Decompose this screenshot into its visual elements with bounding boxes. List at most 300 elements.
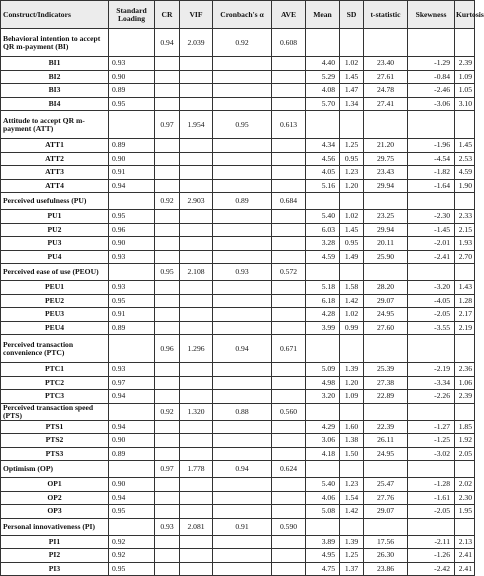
indicator-kurtosis: 1.93	[455, 237, 475, 251]
construct-name: Personal innovativeness (PI)	[1, 518, 109, 535]
construct-empty-cell	[340, 335, 364, 363]
indicator-t-statistic: 29.07	[364, 505, 408, 519]
indicator-empty-cell	[272, 139, 306, 153]
header-skewness: Skewness	[408, 1, 455, 29]
indicator-loading: 0.92	[109, 549, 155, 563]
indicator-row	[1, 478, 475, 492]
construct-name: Attitude to accept QR m-payment (ATT)	[1, 111, 109, 139]
indicator-name: ATT2	[1, 152, 109, 166]
construct-ave: 0.608	[272, 29, 306, 57]
indicator-empty-cell	[155, 179, 180, 193]
indicator-sd: 1.34	[340, 97, 364, 111]
indicator-empty-cell	[213, 376, 272, 390]
indicator-empty-cell	[213, 97, 272, 111]
indicator-kurtosis: 2.30	[455, 491, 475, 505]
indicator-mean: 3.99	[306, 321, 340, 335]
indicator-empty-cell	[155, 97, 180, 111]
indicator-empty-cell	[213, 505, 272, 519]
indicator-skewness: -3.55	[408, 321, 455, 335]
construct-alpha: 0.93	[213, 264, 272, 281]
construct-loading-empty	[109, 193, 155, 210]
indicator-skewness: -2.05	[408, 308, 455, 322]
indicator-sd: 1.45	[340, 223, 364, 237]
construct-empty-cell	[455, 29, 475, 57]
construct-cr: 0.95	[155, 264, 180, 281]
construct-empty-cell	[306, 193, 340, 210]
indicator-skewness: -3.02	[408, 447, 455, 461]
indicator-mean: 4.06	[306, 491, 340, 505]
construct-alpha: 0.94	[213, 461, 272, 478]
construct-row	[1, 29, 475, 57]
indicator-sd: 1.45	[340, 70, 364, 84]
construct-empty-cell	[408, 264, 455, 281]
indicator-loading: 0.94	[109, 390, 155, 404]
construct-empty-cell	[340, 29, 364, 57]
construct-row	[1, 193, 475, 210]
indicator-row	[1, 237, 475, 251]
indicator-kurtosis: 1.95	[455, 505, 475, 519]
indicator-skewness: -1.28	[408, 478, 455, 492]
indicator-t-statistic: 23.25	[364, 210, 408, 224]
indicator-empty-cell	[272, 281, 306, 295]
indicator-skewness: -1.27	[408, 420, 455, 434]
indicator-name: ATT3	[1, 166, 109, 180]
construct-name: Behavioral intention to accept QR m-payment (BI)	[1, 29, 109, 57]
indicator-sd: 1.25	[340, 139, 364, 153]
indicator-sd: 1.09	[340, 390, 364, 404]
construct-ave: 0.624	[272, 461, 306, 478]
indicator-empty-cell	[155, 57, 180, 71]
indicator-skewness: -0.84	[408, 70, 455, 84]
construct-loading-empty	[109, 403, 155, 420]
construct-empty-cell	[340, 111, 364, 139]
construct-alpha: 0.91	[213, 518, 272, 535]
indicator-name: PEU2	[1, 294, 109, 308]
indicator-row	[1, 549, 475, 563]
construct-empty-cell	[455, 461, 475, 478]
indicator-empty-cell	[213, 179, 272, 193]
indicator-empty-cell	[272, 491, 306, 505]
construct-vif: 1.320	[180, 403, 213, 420]
indicator-row	[1, 491, 475, 505]
construct-empty-cell	[408, 518, 455, 535]
indicator-name: PTS2	[1, 434, 109, 448]
indicator-empty-cell	[180, 562, 213, 576]
indicator-empty-cell	[180, 363, 213, 377]
indicator-empty-cell	[213, 321, 272, 335]
indicator-loading: 0.94	[109, 420, 155, 434]
indicator-empty-cell	[155, 434, 180, 448]
indicator-t-statistic: 17.56	[364, 535, 408, 549]
indicator-skewness: -2.11	[408, 535, 455, 549]
indicator-sd: 0.95	[340, 152, 364, 166]
construct-cr: 0.92	[155, 193, 180, 210]
indicator-empty-cell	[213, 152, 272, 166]
indicator-skewness: -1.96	[408, 139, 455, 153]
indicator-empty-cell	[213, 491, 272, 505]
indicator-kurtosis: 1.45	[455, 139, 475, 153]
indicator-empty-cell	[272, 210, 306, 224]
indicator-kurtosis: 2.70	[455, 250, 475, 264]
construct-empty-cell	[408, 403, 455, 420]
indicator-row	[1, 535, 475, 549]
indicator-empty-cell	[213, 70, 272, 84]
indicator-t-statistic: 24.95	[364, 447, 408, 461]
indicator-name: PI2	[1, 549, 109, 563]
indicator-loading: 0.89	[109, 139, 155, 153]
indicator-name: PI3	[1, 562, 109, 576]
header-construct: Construct/Indicators	[1, 1, 109, 29]
indicator-t-statistic: 26.11	[364, 434, 408, 448]
indicator-name: PU4	[1, 250, 109, 264]
indicator-row	[1, 420, 475, 434]
indicator-sd: 1.37	[340, 562, 364, 576]
indicator-empty-cell	[155, 166, 180, 180]
construct-ave: 0.560	[272, 403, 306, 420]
indicator-skewness: -2.05	[408, 505, 455, 519]
indicator-kurtosis: 1.90	[455, 179, 475, 193]
indicator-empty-cell	[155, 321, 180, 335]
indicator-row	[1, 321, 475, 335]
indicator-mean: 5.70	[306, 97, 340, 111]
indicator-empty-cell	[180, 535, 213, 549]
indicator-t-statistic: 25.90	[364, 250, 408, 264]
construct-vif: 2.081	[180, 518, 213, 535]
header-mean: Mean	[306, 1, 340, 29]
construct-cr: 0.92	[155, 403, 180, 420]
indicator-empty-cell	[272, 363, 306, 377]
indicator-mean: 6.03	[306, 223, 340, 237]
indicator-name: PEU3	[1, 308, 109, 322]
indicator-name: PI1	[1, 535, 109, 549]
indicator-t-statistic: 24.95	[364, 308, 408, 322]
indicator-t-statistic: 22.89	[364, 390, 408, 404]
indicator-loading: 0.95	[109, 505, 155, 519]
indicator-skewness: -2.30	[408, 210, 455, 224]
indicator-mean: 4.98	[306, 376, 340, 390]
indicator-empty-cell	[180, 179, 213, 193]
indicator-kurtosis: 2.53	[455, 152, 475, 166]
indicator-mean: 5.40	[306, 478, 340, 492]
indicator-empty-cell	[180, 166, 213, 180]
indicator-mean: 4.95	[306, 549, 340, 563]
indicator-mean: 6.18	[306, 294, 340, 308]
indicator-empty-cell	[155, 210, 180, 224]
indicator-row	[1, 281, 475, 295]
indicator-empty-cell	[155, 549, 180, 563]
indicator-mean: 5.40	[306, 210, 340, 224]
construct-empty-cell	[306, 518, 340, 535]
indicator-t-statistic: 27.38	[364, 376, 408, 390]
indicator-name: OP2	[1, 491, 109, 505]
indicator-kurtosis: 2.33	[455, 210, 475, 224]
indicator-loading: 0.91	[109, 166, 155, 180]
indicator-mean: 4.29	[306, 420, 340, 434]
indicator-mean: 5.08	[306, 505, 340, 519]
indicator-mean: 5.16	[306, 179, 340, 193]
indicator-row	[1, 390, 475, 404]
indicator-empty-cell	[213, 84, 272, 98]
indicator-loading: 0.93	[109, 363, 155, 377]
indicator-kurtosis: 2.19	[455, 321, 475, 335]
construct-empty-cell	[306, 461, 340, 478]
indicator-empty-cell	[180, 390, 213, 404]
indicator-sd: 1.39	[340, 535, 364, 549]
indicator-kurtosis: 2.39	[455, 390, 475, 404]
indicator-loading: 0.96	[109, 223, 155, 237]
indicator-loading: 0.94	[109, 179, 155, 193]
indicator-empty-cell	[213, 363, 272, 377]
construct-loading-empty	[109, 111, 155, 139]
indicator-t-statistic: 28.20	[364, 281, 408, 295]
construct-row	[1, 403, 475, 420]
construct-alpha: 0.92	[213, 29, 272, 57]
indicator-skewness: -2.46	[408, 84, 455, 98]
indicator-t-statistic: 23.43	[364, 166, 408, 180]
construct-ave: 0.684	[272, 193, 306, 210]
header-cr: CR	[155, 1, 180, 29]
header-vif: VIF	[180, 1, 213, 29]
construct-empty-cell	[364, 518, 408, 535]
construct-name: Perceived transaction convenience (PTC)	[1, 335, 109, 363]
indicator-kurtosis: 3.10	[455, 97, 475, 111]
indicator-empty-cell	[180, 210, 213, 224]
construct-vif: 1.778	[180, 461, 213, 478]
construct-loading-empty	[109, 264, 155, 281]
indicator-empty-cell	[180, 223, 213, 237]
indicator-loading: 0.90	[109, 152, 155, 166]
indicator-name: BI2	[1, 70, 109, 84]
indicator-kurtosis: 1.06	[455, 376, 475, 390]
indicator-kurtosis: 2.39	[455, 57, 475, 71]
indicator-skewness: -2.26	[408, 390, 455, 404]
indicator-empty-cell	[272, 549, 306, 563]
indicator-sd: 1.50	[340, 447, 364, 461]
indicator-empty-cell	[180, 57, 213, 71]
construct-vif: 2.039	[180, 29, 213, 57]
construct-vif: 1.954	[180, 111, 213, 139]
indicator-t-statistic: 25.39	[364, 363, 408, 377]
construct-loading-empty	[109, 29, 155, 57]
indicator-empty-cell	[213, 237, 272, 251]
indicator-t-statistic: 24.78	[364, 84, 408, 98]
indicator-mean: 3.20	[306, 390, 340, 404]
indicator-mean: 3.06	[306, 434, 340, 448]
indicator-t-statistic: 27.76	[364, 491, 408, 505]
construct-cr: 0.94	[155, 29, 180, 57]
indicator-loading: 0.89	[109, 84, 155, 98]
indicator-sd: 0.99	[340, 321, 364, 335]
indicator-empty-cell	[155, 562, 180, 576]
indicator-empty-cell	[272, 434, 306, 448]
indicator-sd: 1.20	[340, 179, 364, 193]
indicator-name: PTC2	[1, 376, 109, 390]
indicator-loading: 0.92	[109, 535, 155, 549]
construct-cr: 0.96	[155, 335, 180, 363]
indicator-row	[1, 70, 475, 84]
indicator-empty-cell	[272, 84, 306, 98]
indicator-loading: 0.97	[109, 376, 155, 390]
indicator-t-statistic: 21.20	[364, 139, 408, 153]
header-ave: AVE	[272, 1, 306, 29]
indicator-t-statistic: 27.60	[364, 321, 408, 335]
indicator-mean: 4.05	[306, 166, 340, 180]
indicator-mean: 4.18	[306, 447, 340, 461]
indicator-mean: 4.08	[306, 84, 340, 98]
indicator-empty-cell	[272, 237, 306, 251]
indicator-empty-cell	[155, 223, 180, 237]
indicator-empty-cell	[213, 250, 272, 264]
indicator-mean: 4.28	[306, 308, 340, 322]
indicator-empty-cell	[180, 308, 213, 322]
indicator-kurtosis: 1.28	[455, 294, 475, 308]
construct-ave: 0.590	[272, 518, 306, 535]
indicator-sd: 1.20	[340, 376, 364, 390]
indicator-sd: 1.49	[340, 250, 364, 264]
indicator-loading: 0.91	[109, 308, 155, 322]
indicator-row	[1, 294, 475, 308]
indicator-empty-cell	[155, 363, 180, 377]
indicator-empty-cell	[155, 505, 180, 519]
construct-cr: 0.93	[155, 518, 180, 535]
indicator-skewness: -1.29	[408, 57, 455, 71]
construct-name: Perceived ease of use (PEOU)	[1, 264, 109, 281]
indicator-empty-cell	[213, 562, 272, 576]
indicator-row	[1, 434, 475, 448]
indicator-empty-cell	[213, 478, 272, 492]
construct-ave: 0.572	[272, 264, 306, 281]
indicator-empty-cell	[272, 420, 306, 434]
indicator-sd: 1.02	[340, 57, 364, 71]
construct-vif: 2.903	[180, 193, 213, 210]
indicator-mean: 5.18	[306, 281, 340, 295]
indicator-mean: 3.28	[306, 237, 340, 251]
indicator-empty-cell	[155, 70, 180, 84]
indicator-empty-cell	[272, 250, 306, 264]
construct-empty-cell	[340, 403, 364, 420]
indicator-t-statistic: 23.86	[364, 562, 408, 576]
table-header	[1, 1, 484, 29]
indicator-skewness: -4.54	[408, 152, 455, 166]
indicator-loading: 0.95	[109, 97, 155, 111]
indicator-empty-cell	[272, 478, 306, 492]
construct-empty-cell	[306, 29, 340, 57]
indicator-loading: 0.95	[109, 294, 155, 308]
indicator-name: OP1	[1, 478, 109, 492]
indicator-sd: 1.60	[340, 420, 364, 434]
construct-row	[1, 111, 475, 139]
indicator-loading: 0.93	[109, 250, 155, 264]
indicator-empty-cell	[272, 390, 306, 404]
construct-empty-cell	[455, 518, 475, 535]
indicator-skewness: -2.19	[408, 363, 455, 377]
indicator-empty-cell	[180, 97, 213, 111]
indicator-mean: 5.09	[306, 363, 340, 377]
indicator-empty-cell	[213, 139, 272, 153]
indicator-mean: 4.40	[306, 57, 340, 71]
construct-loading-empty	[109, 518, 155, 535]
construct-cr: 0.97	[155, 111, 180, 139]
indicator-empty-cell	[180, 376, 213, 390]
indicator-empty-cell	[213, 166, 272, 180]
indicator-empty-cell	[180, 321, 213, 335]
construct-ave: 0.671	[272, 335, 306, 363]
indicator-row	[1, 210, 475, 224]
indicator-row	[1, 562, 475, 576]
header-standard-loading: Standard Loading	[109, 1, 155, 29]
indicator-empty-cell	[213, 390, 272, 404]
indicator-empty-cell	[213, 281, 272, 295]
indicator-empty-cell	[272, 57, 306, 71]
indicator-t-statistic: 26.30	[364, 549, 408, 563]
indicator-t-statistic: 27.41	[364, 97, 408, 111]
construct-empty-cell	[408, 111, 455, 139]
indicator-empty-cell	[155, 478, 180, 492]
construct-empty-cell	[455, 403, 475, 420]
indicator-empty-cell	[155, 420, 180, 434]
indicator-kurtosis: 2.36	[455, 363, 475, 377]
indicator-empty-cell	[155, 535, 180, 549]
indicator-empty-cell	[213, 210, 272, 224]
indicator-empty-cell	[272, 70, 306, 84]
indicator-empty-cell	[272, 321, 306, 335]
indicator-empty-cell	[213, 434, 272, 448]
indicator-empty-cell	[272, 447, 306, 461]
indicator-name: PU3	[1, 237, 109, 251]
indicator-loading: 0.90	[109, 478, 155, 492]
indicator-row	[1, 505, 475, 519]
indicator-skewness: -3.20	[408, 281, 455, 295]
indicator-empty-cell	[180, 139, 213, 153]
indicator-kurtosis: 2.15	[455, 223, 475, 237]
construct-empty-cell	[340, 264, 364, 281]
indicator-kurtosis: 4.59	[455, 166, 475, 180]
construct-alpha: 0.89	[213, 193, 272, 210]
indicator-mean: 3.89	[306, 535, 340, 549]
indicator-empty-cell	[155, 390, 180, 404]
indicator-t-statistic: 25.47	[364, 478, 408, 492]
indicator-sd: 1.39	[340, 363, 364, 377]
indicator-skewness: -2.01	[408, 237, 455, 251]
indicator-empty-cell	[213, 535, 272, 549]
construct-empty-cell	[364, 403, 408, 420]
indicator-empty-cell	[272, 505, 306, 519]
indicator-name: BI1	[1, 57, 109, 71]
indicator-sd: 1.25	[340, 549, 364, 563]
indicator-name: ATT4	[1, 179, 109, 193]
indicator-empty-cell	[272, 223, 306, 237]
indicator-name: PTC1	[1, 363, 109, 377]
construct-empty-cell	[408, 193, 455, 210]
indicator-empty-cell	[272, 97, 306, 111]
indicator-kurtosis: 2.41	[455, 562, 475, 576]
indicator-kurtosis: 2.05	[455, 447, 475, 461]
indicator-sd: 1.02	[340, 308, 364, 322]
indicator-loading: 0.90	[109, 237, 155, 251]
indicator-name: PEU4	[1, 321, 109, 335]
indicator-empty-cell	[180, 281, 213, 295]
indicator-empty-cell	[272, 294, 306, 308]
construct-row	[1, 461, 475, 478]
indicator-sd: 1.38	[340, 434, 364, 448]
indicator-empty-cell	[155, 84, 180, 98]
indicator-name: PTS3	[1, 447, 109, 461]
indicator-t-statistic: 29.07	[364, 294, 408, 308]
header-sd: SD	[340, 1, 364, 29]
indicator-empty-cell	[155, 308, 180, 322]
indicator-kurtosis: 1.43	[455, 281, 475, 295]
indicator-loading: 0.94	[109, 491, 155, 505]
